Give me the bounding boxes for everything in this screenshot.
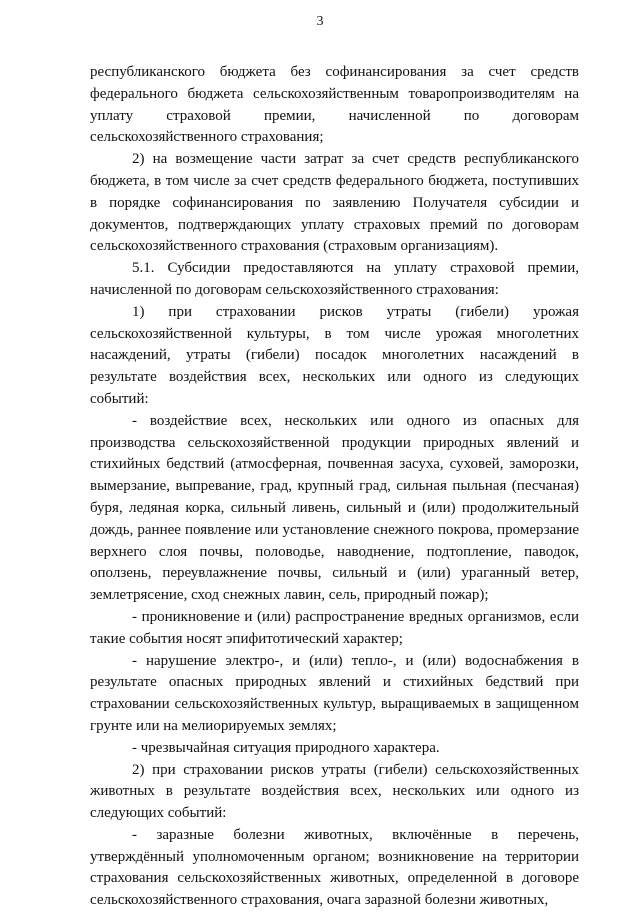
document-body (90, 62, 579, 912)
list-item-natural-phenomena: - воздействие всех, нескольких или одного из опасных для производства сельскохозяйственной продукции природных явлений и стихийных бедствий (атмосферная, почвенная засуха, суховей, заморозки, вымерзание, выпревание, град, крупный град, сильная пыльная (песчаная) буря, ледяная корка, сильный ливень, сильный и (или) продолжительный дождь, раннее появление или установление снежного покрова, промерзание верхнего слоя почвы, половодье, наводнение, подтопление, паводок, оползень, переувлажнение почвы, сильный и (или) ураганный ветер, землетрясение, сход снежных лавин, сель, природный пожар); (90, 412, 579, 604)
list-item-emergency: - чрезвычайная ситуация природного характера. (132, 739, 440, 756)
paragraph-item-1-crop-insurance: 1) при страховании рисков утраты (гибели) урожая сельскохозяйственной культуры, в том числе урожая многолетних насаждений, утраты (гибели) посадок многолетних насаждений в результате воздействия всех, нескольких или одного из следующих событий: (90, 303, 579, 407)
list-item-harmful-organisms: - проникновение и (или) распространение вредных организмов, если такие события носят эпифитотический характер; (90, 608, 579, 647)
paragraph-item-2-animal-insurance: 2) при страховании рисков утраты (гибели) сельскохозяйственных животных в результате воздействия всех, нескольких или одного из следующих событий: (90, 761, 579, 822)
list-item-contagious-diseases: - заразные болезни животных, включённые в перечень, утверждённый уполномоченным органом; возникновение на территории страхования сельскохозяйственных животных, определенной в договоре сельскохозяйственного страхования, очага заразной болезни животных, (90, 826, 579, 909)
paragraph-budget-continuation: республиканского бюджета без софинансирования за счет средств федерального бюджета сельскохозяйственным товаропроизводителям на уплату страховой премии, начисленной по договорам сельскохозяйственного страхования; (90, 64, 579, 146)
page-number: 3 (316, 14, 324, 29)
paragraph-section-5-1: 5.1. Субсидии предоставляются на уплату страховой премии, начисленной по договорам сельскохозяйственного страхования: (90, 260, 579, 298)
paragraph-item-2-reimbursement: 2) на возмещение части затрат за счет средств республиканского бюджета, в том числе за счет средств федерального бюджета, поступивших в порядке софинансирования по заявлению Получателя субсидии и документов, подтверждающих уплату страховых премий по договорам сельскохозяйственного страхования (страховым организациям). (90, 151, 579, 255)
list-item-utility-disruption: - нарушение электро-, и (или) тепло-, и (или) водоснабжения в результате опасных природных явлений и стихийных бедствий при страховании сельскохозяйственных культур, выращиваемых в защищенном грунте или на мелиорируемых землях; (90, 652, 579, 734)
